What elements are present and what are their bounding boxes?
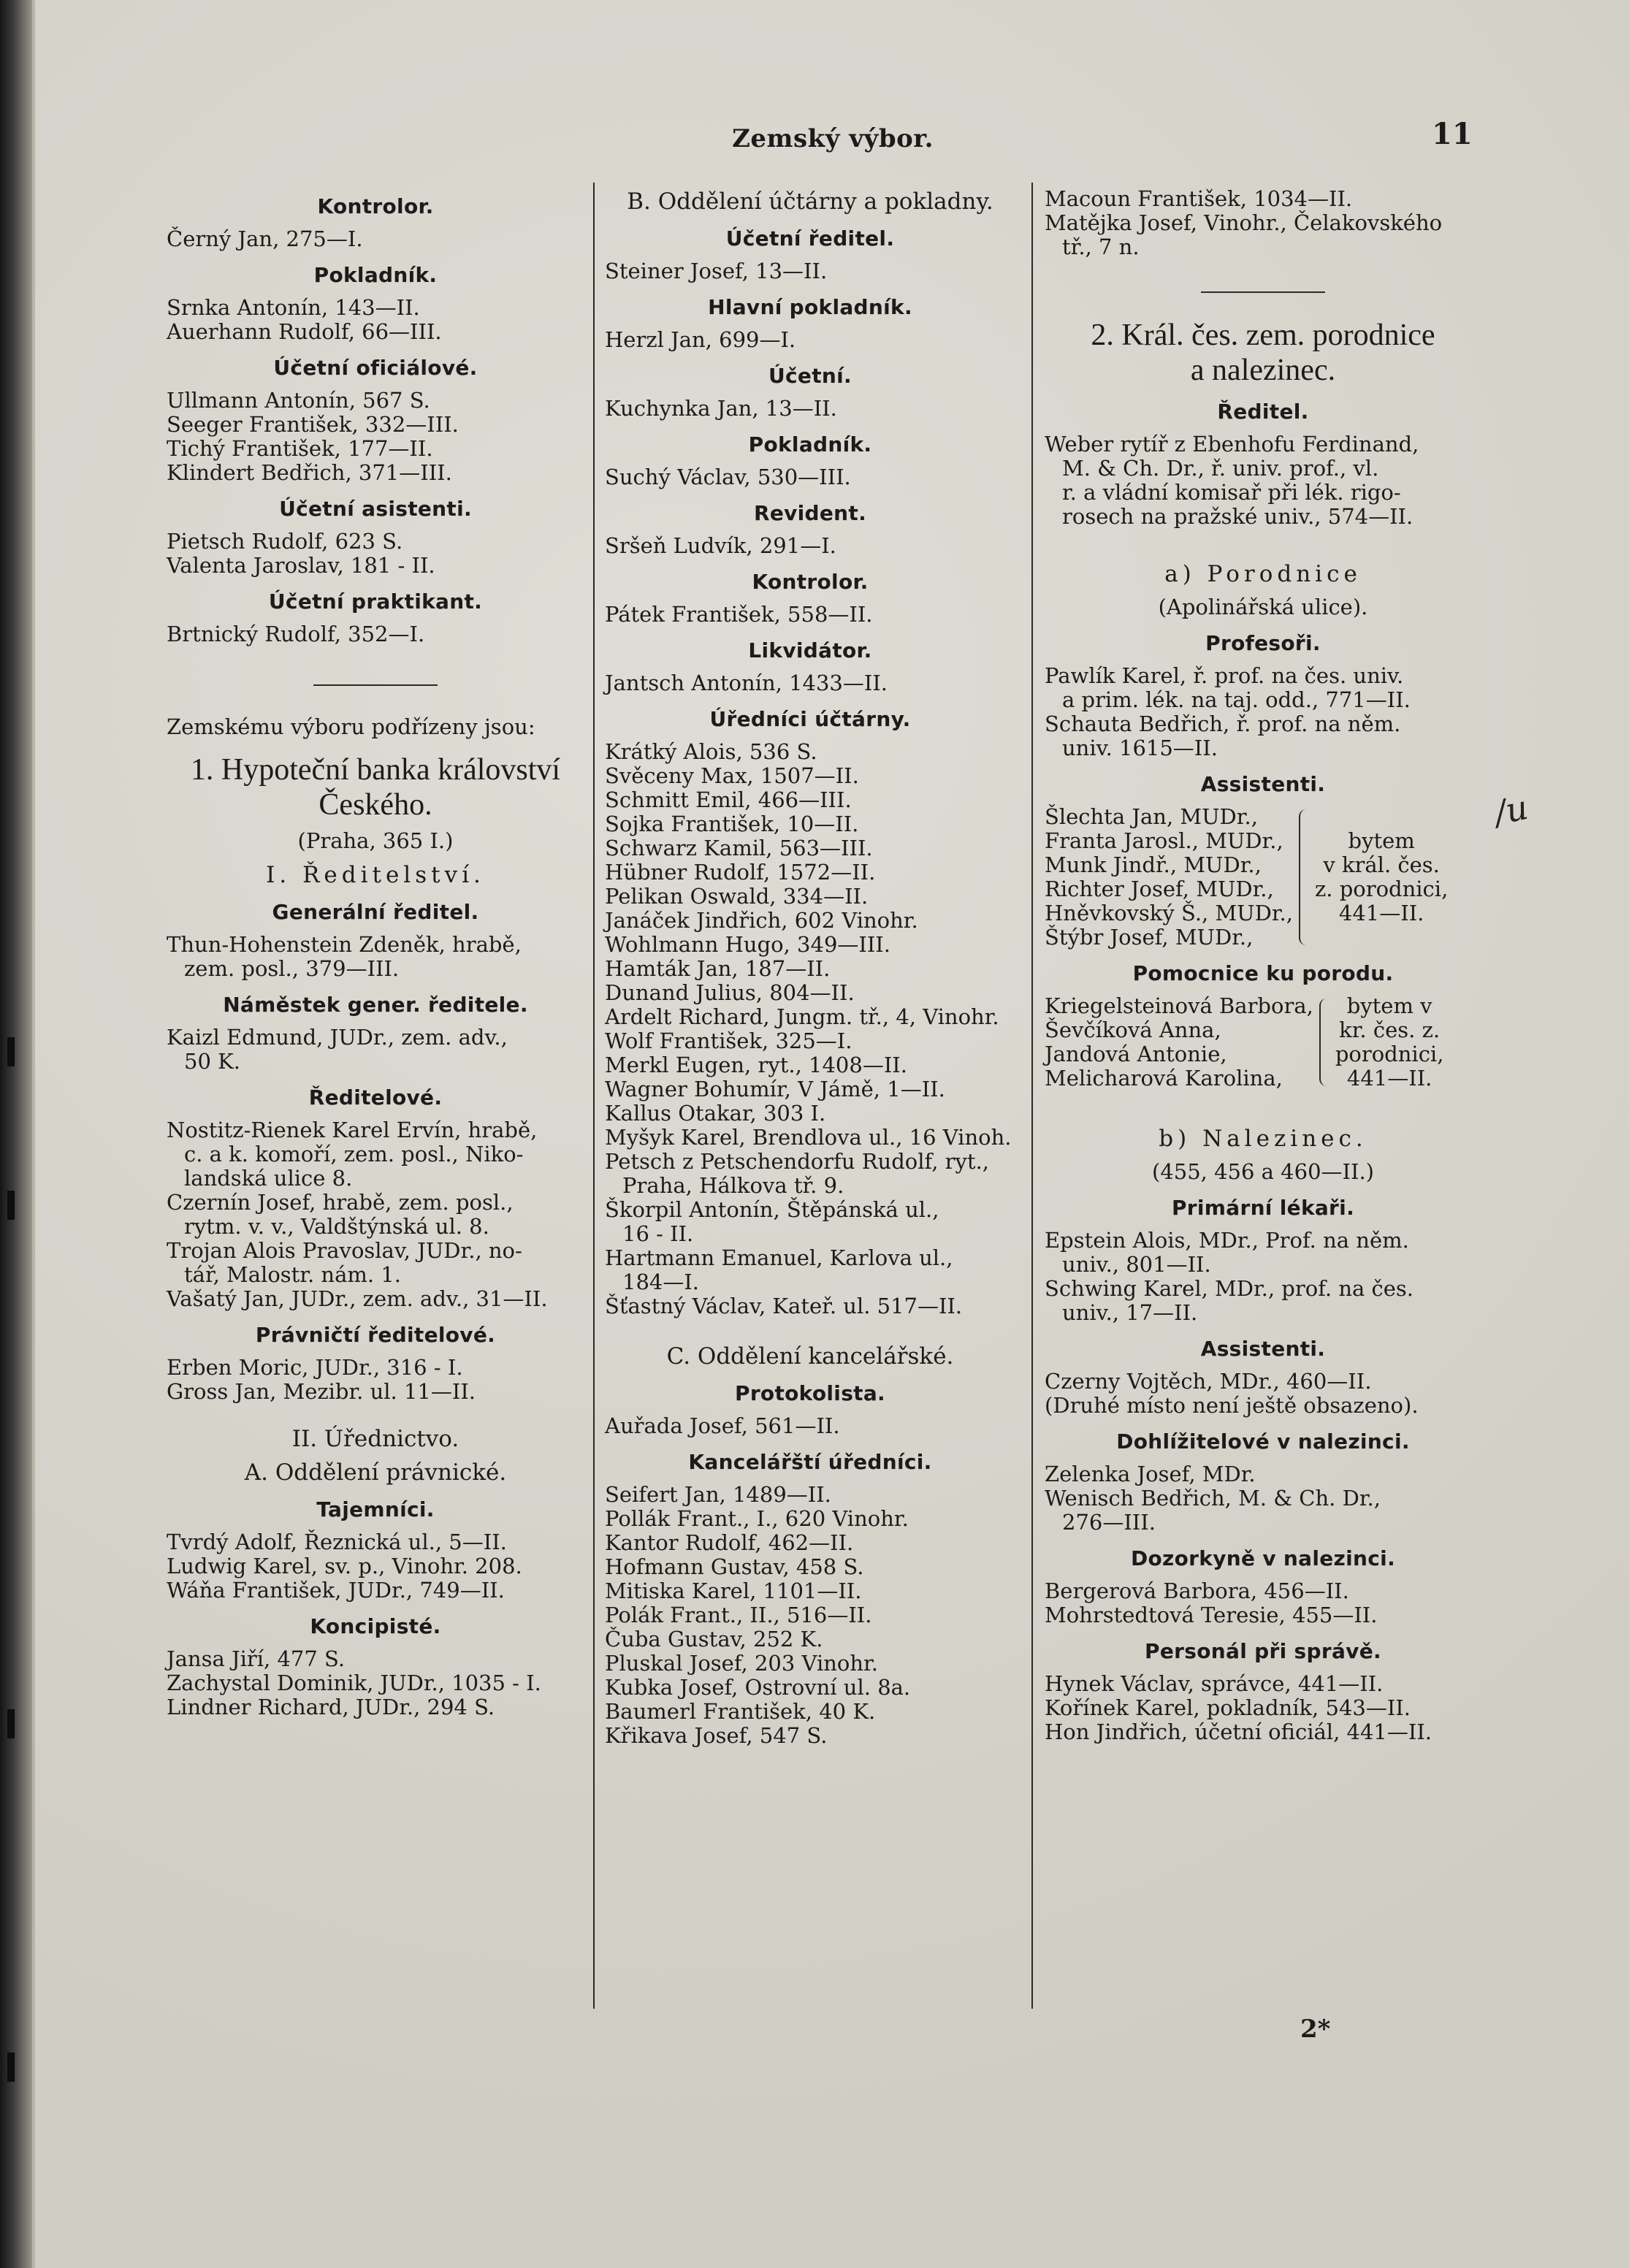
list-item: Erben Moric, JUDr., 316 - I. [167,1355,463,1380]
list-item: Myšyk Karel, Brendlova ul., 16 Vinoh. [605,1125,1012,1150]
scan-mark [7,1037,15,1066]
list-item: Dunand Julius, 804—II. [605,980,855,1005]
bracketed-names [1045,994,1313,1091]
list-item: Matějka Josef, Vinohr., Čelakovského [1045,210,1443,235]
section-heading: Kontrolor. [752,570,869,594]
section-heading: Pokladník. [748,432,872,457]
list-item: Nostitz-Rienek Karel Ervín, hrabě, [167,1118,538,1142]
list-item-cont: univ., 801—II. [1062,1252,1211,1277]
list-item-cont: zem. posl., 379—III. [184,956,400,981]
section-heading: Hlavní pokladník. [708,295,912,319]
bracket-note-line: 441—II. [1338,901,1424,925]
list-item: Mohrstedtová Teresie, 455—II. [1045,1603,1378,1627]
list-item: Kuchynka Jan, 13—II. [605,396,837,421]
signature-mark: 2* [1300,2015,1331,2044]
section-heading: Účetní. [768,364,852,388]
scan-binding-edge [0,0,32,2268]
list-item: Jansa Jiří, 477 S. [167,1646,346,1671]
list-item: Pátek František, 558—II. [605,602,873,627]
bracketed-group [1045,994,1481,1091]
department-title: A. Oddělení právnické. [244,1459,507,1486]
list-item: Richter Josef, MUDr., [1045,877,1274,901]
scan-mark [7,1191,15,1220]
institution-title-line: Českého. [318,788,432,822]
list-item-cont: rytm. v. v., Valdštýnská ul. 8. [184,1214,489,1239]
list-item: Čuba Gustav, 252 K. [605,1627,823,1652]
list-item: Brtnický Rudolf, 352—I. [167,622,425,646]
list-item: Herzl Jan, 699—I. [605,327,796,352]
section-heading: Tajemníci. [316,1497,435,1521]
bracket-note [1315,805,1448,950]
list-item: Czernín Josef, hrabě, zem. posl., [167,1190,514,1215]
department-title: B. Oddělení účtárny a pokladny. [627,188,993,215]
section-heading: Kontrolor. [317,194,434,218]
list-item: Hartmann Emanuel, Karlova ul., [605,1245,953,1270]
list-item: Epstein Alois, MDr., Prof. na něm. [1045,1228,1409,1253]
list-item: Wolf František, 325—I. [605,1028,852,1053]
list-item-cont: landská ulice 8. [184,1166,353,1191]
list-item: Tvrdý Adolf, Řeznická ul., 5—II. [167,1530,507,1554]
list-item: Schwing Karel, MDr., prof. na čes. [1045,1276,1414,1301]
list-item: Hamták Jan, 187—II. [605,956,831,981]
list-item: Mitiska Karel, 1101—II. [605,1578,862,1603]
list-item: Ullmann Antonín, 567 S. [167,388,430,413]
bracket-note-line: kr. čes. z. [1339,1017,1441,1042]
list-item: Schwarz Kamil, 563—III. [605,836,873,860]
list-item: Czerny Vojtěch, MDr., 460—II. [1045,1369,1372,1394]
section-heading: Primární lékaři. [1171,1196,1355,1220]
section-heading: Pokladník. [313,263,438,287]
list-item: Černý Jan, 275—I. [167,226,363,251]
subdivision-title: a) Porodnice [1164,561,1362,587]
section-heading: Pomocnice ku porodu. [1132,961,1394,985]
list-item: Seifert Jan, 1489—II. [605,1482,831,1507]
list-item: Kořínek Karel, pokladník, 543—II. [1045,1695,1411,1720]
section-heading: Účetní ředitel. [725,226,895,251]
section-heading: Dozorkyně v nalezinci. [1130,1546,1396,1570]
bracket-note-line: 441—II. [1346,1066,1432,1091]
list-item: Zachystal Dominik, JUDr., 1035 - I. [167,1671,541,1695]
section-heading: Assistenti. [1200,1337,1326,1361]
list-item: Wáňa František, JUDr., 749—II. [167,1578,505,1603]
section-heading: Náměstek gener. ředitele. [223,993,528,1017]
list-item-cont: tář, Malostr. nám. 1. [184,1262,401,1287]
list-item: Franta Jarosl., MUDr., [1045,828,1283,853]
list-item: Bergerová Barbora, 456—II. [1045,1578,1349,1603]
list-item: Kantor Rudolf, 462—II. [605,1530,854,1555]
list-item: Ševčíková Anna, [1045,1017,1221,1042]
department-title: C. Oddělení kancelářské. [666,1343,954,1370]
list-item-cont: r. a vládní komisař při lék. rigo- [1062,480,1401,505]
bracketed-group [1045,805,1481,950]
section-heading: Ředitelové. [308,1085,443,1110]
section-heading: Účetní asistenti. [279,497,472,521]
bracket-note [1335,994,1444,1091]
list-item: Hübner Rudolf, 1572—II. [605,860,876,885]
list-item: Wohlmann Hugo, 349—III. [605,932,890,957]
section-heading: Účetní oficiálové. [273,356,478,380]
list-item-cont: univ. 1615—II. [1062,736,1218,760]
list-item-cont: c. a k. komoří, zem. posl., Niko- [184,1142,524,1167]
list-item: Melicharová Karolina, [1045,1066,1283,1091]
list-item: Wenisch Bedřich, M. & Ch. Dr., [1045,1486,1381,1511]
list-item-cont: a prim. lék. na taj. odd., 771—II. [1062,687,1411,712]
list-item: Křikava Josef, 547 S. [605,1723,828,1748]
location-note: (Praha, 365 I.) [297,828,454,853]
subdivision-title: b) Nalezinec. [1159,1126,1367,1152]
list-item: Weber rytíř z Ebenhofu Ferdinand, [1045,432,1419,457]
list-item: Sojka František, 10—II. [605,812,859,836]
institution-title [167,752,584,822]
division-title: II. Úřednictvo. [291,1426,459,1452]
list-item: Zelenka Josef, MDr. [1045,1462,1256,1486]
list-item: (Druhé místo není ještě obsazeno). [1045,1393,1419,1418]
list-item: Šlechta Jan, MUDr., [1045,804,1258,829]
scan-mark [7,1709,15,1738]
list-item: Schauta Bedřich, ř. prof. na něm. [1045,711,1401,736]
list-item: Steiner Josef, 13—II. [605,259,828,283]
list-item-cont: 16 - II. [622,1221,694,1246]
list-item: Hofmann Gustav, 458 S. [605,1554,864,1579]
column-rule [1031,183,1033,2009]
scan-mark [7,2053,15,2082]
column-3 [1045,183,1481,2009]
list-item: Svěceny Max, 1507—II. [605,763,859,788]
list-item: Ardelt Richard, Jungm. tř., 4, Vinohr. [605,1004,999,1029]
list-item: Tichý František, 177—II. [167,436,433,461]
section-heading: Právničtí ředitelové. [255,1323,496,1347]
column-1 [167,183,584,2009]
running-head: Zemský výbor. [732,124,934,153]
section-heading: Generální ředitel. [272,900,479,924]
list-item: Munk Jindř., MUDr., [1045,852,1262,877]
subordinate-note: Zemskému výboru podřízeny jsou: [167,714,535,739]
list-item: Wagner Bohumír, V Jámě, 1—II. [605,1077,945,1101]
list-item-cont: univ., 17—II. [1062,1300,1198,1325]
list-item: Petsch z Petschendorfu Rudolf, ryt., [605,1149,990,1174]
list-item: Pietsch Rudolf, 623 S. [167,529,403,554]
list-item: Seeger František, 332—III. [167,412,459,437]
bracket-note-line: bytem [1348,828,1415,853]
list-item: Thun-Hohenstein Zdeněk, hrabě, [167,932,522,957]
list-item: Pawlík Karel, ř. prof. na čes. univ. [1045,663,1404,688]
list-item-cont: 276—III. [1062,1510,1156,1535]
list-item: Hněvkovský Š., MUDr., [1045,901,1293,925]
list-item: Janáček Jindřich, 602 Vinohr. [605,908,918,933]
list-item: Sršeň Ludvík, 291—I. [605,533,836,558]
section-heading: Profesoři. [1205,631,1321,655]
list-item-cont: Praha, Hálkova tř. 9. [622,1173,844,1198]
list-item: Hon Jindřich, účetní oficiál, 441—II. [1045,1719,1432,1744]
bracket-note-line: v král. čes. [1323,852,1440,877]
section-heading: Revident. [753,501,867,525]
column-2 [605,183,1015,2009]
list-item: Vašatý Jan, JUDr., zem. adv., 31—II. [167,1286,548,1311]
location-note: (455, 456 a 460—II.) [1152,1159,1374,1184]
list-item: Auerhann Rudolf, 66—III. [167,319,442,344]
list-item: Pluskal Josef, 203 Vinohr. [605,1651,878,1676]
institution-title [1045,318,1481,388]
bracket-note-line: porodnici, [1335,1042,1444,1066]
section-heading: Úředníci účtárny. [709,707,911,731]
list-item: Hynek Václav, správce, 441—II. [1045,1671,1384,1696]
list-item: Baumerl František, 40 K. [605,1699,876,1724]
list-item: Kaizl Edmund, JUDr., zem. adv., [167,1025,508,1050]
institution-title-line: 2. Král. čes. zem. porodnice [1091,318,1435,352]
list-item: Štýbr Josef, MUDr., [1045,925,1254,950]
list-item: Schmitt Emil, 466—III. [605,787,852,812]
section-heading: Kancelářští úředníci. [688,1450,932,1474]
institution-title-line: 1. Hypoteční banka království [190,753,561,787]
divider [313,684,438,686]
section-heading: Účetní praktikant. [268,589,483,614]
list-item-cont: M. & Ch. Dr., ř. univ. prof., vl. [1062,456,1379,481]
list-item: Jandová Antonie, [1045,1042,1227,1066]
list-item: Škorpil Antonín, Štěpánská ul., [605,1197,939,1222]
list-item: Ludwig Karel, sv. p., Vinohr. 208. [167,1554,522,1578]
list-item: Gross Jan, Mezibr. ul. 11—II. [167,1379,476,1404]
section-heading: Protokolista. [735,1381,885,1405]
bracket-note-line: z. porodnici, [1314,877,1449,901]
list-item: Auřada Josef, 561—II. [605,1413,840,1438]
list-item: Srnka Antonín, 143—II. [167,295,420,320]
list-item: Polák Frant., II., 516—II. [605,1603,872,1627]
section-heading: Dohlížitelové v nalezinci. [1116,1429,1410,1454]
section-heading: Ředitel. [1217,400,1309,424]
list-item: Pelikan Oswald, 334—II. [605,884,869,909]
list-item: Jantsch Antonín, 1433—II. [605,671,888,695]
page-number: 11 [1432,117,1473,151]
list-item-cont: 50 K. [184,1049,241,1074]
section-heading: Koncipisté. [310,1614,441,1638]
list-item: Kriegelsteinová Barbora, [1045,993,1313,1018]
list-item: Kallus Otakar, 303 I. [605,1101,826,1126]
section-heading: Personál při správě. [1145,1639,1381,1663]
list-item: Macoun František, 1034—II. [1045,186,1353,211]
list-item: Krátký Alois, 536 S. [605,739,817,764]
list-item: Kubka Josef, Ostrovní ul. 8a. [605,1675,911,1700]
margin-annotation: /u [1490,787,1532,833]
list-item: Suchý Václav, 530—III. [605,465,851,489]
list-item-cont: tř., 7 n. [1062,234,1140,259]
list-item: Lindner Richard, JUDr., 294 S. [167,1695,495,1719]
brace [1299,809,1311,945]
brace [1319,999,1331,1086]
list-item: Valenta Jaroslav, 181 - II. [167,553,435,578]
section-heading: Likvidátor. [748,638,872,663]
list-item: Trojan Alois Pravoslav, JUDr., no- [167,1238,522,1263]
institution-title-line: a nalezinec. [1190,354,1336,387]
bracket-note-line: bytem v [1346,993,1432,1018]
bracketed-names [1045,805,1293,950]
divider [1201,291,1325,293]
list-item-cont: 184—I. [622,1269,700,1294]
list-item: Šťastný Václav, Kateř. ul. 517—II. [605,1294,963,1318]
list-item: Merkl Eugen, ryt., 1408—II. [605,1053,907,1077]
list-item-cont: rosech na pražské univ., 574—II. [1062,504,1414,529]
list-item: Klindert Bedřich, 371—III. [167,460,452,485]
division-title: I. Ředitelství. [266,862,485,888]
location-note: (Apolinářská ulice). [1158,595,1368,619]
column-rule [593,183,595,2009]
list-item: Pollák Frant., I., 620 Vinohr. [605,1506,909,1531]
section-heading: Assistenti. [1200,772,1326,796]
